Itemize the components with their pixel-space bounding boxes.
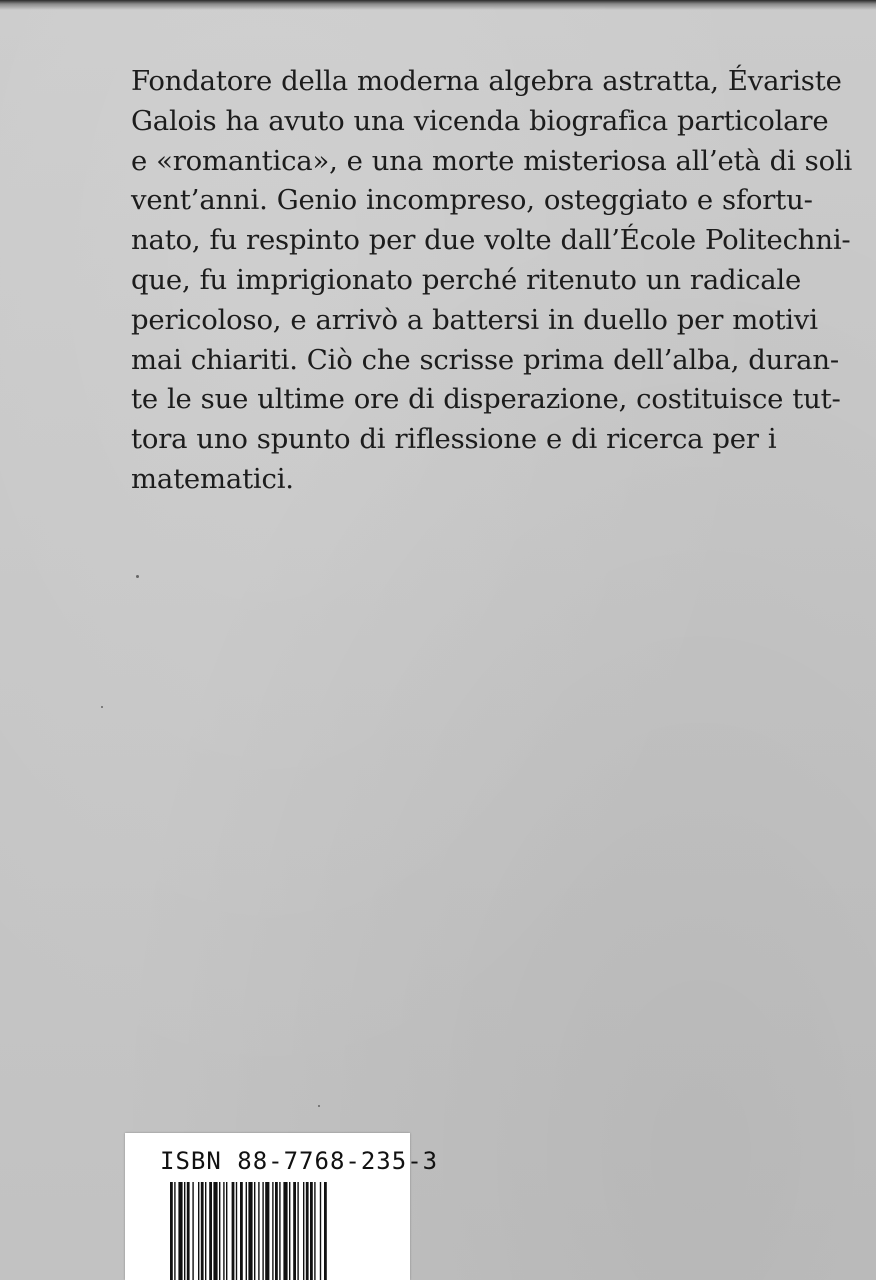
blurb-line: tora uno spunto di riflessione e di ricerca per i bbox=[131, 423, 777, 456]
barcode bbox=[170, 1182, 392, 1280]
paper-speck bbox=[101, 706, 103, 708]
barcode-bar bbox=[178, 1182, 182, 1280]
barcode-bar bbox=[265, 1182, 269, 1280]
paper-speck bbox=[136, 575, 139, 578]
top-edge-shadow bbox=[0, 0, 876, 10]
barcode-bars bbox=[170, 1182, 392, 1280]
blurb-line: Fondatore della moderna algebra astratta, Évariste bbox=[131, 65, 842, 97]
barcode-bar bbox=[236, 1182, 237, 1280]
blurb-line: mai chiariti. Ciò che scrisse prima dell’alba, duran- bbox=[131, 343, 839, 376]
barcode-bar bbox=[258, 1182, 259, 1280]
barcode-bar bbox=[170, 1182, 173, 1280]
barcode-bar bbox=[289, 1182, 290, 1280]
blurb-line: pericoloso, e arrivò a battersi in duello per motivi bbox=[131, 303, 818, 336]
barcode-bar bbox=[205, 1182, 206, 1280]
barcode-bar bbox=[213, 1182, 217, 1280]
barcode-bar bbox=[246, 1182, 247, 1280]
barcode-bar bbox=[314, 1182, 315, 1280]
blurb-line: que, fu imprigionato perché ritenuto un radicale bbox=[131, 263, 802, 296]
barcode-bar bbox=[226, 1182, 227, 1280]
barcode-bar bbox=[283, 1182, 287, 1280]
barcode-bar bbox=[219, 1182, 220, 1280]
blurb-line: nato, fu respinto per due volte dall’École Politechni- bbox=[131, 224, 851, 257]
barcode-bar bbox=[232, 1182, 235, 1280]
barcode-bar bbox=[310, 1182, 313, 1280]
blurb-line: vent’anni. Genio incompreso, osteggiato e sfortu- bbox=[131, 184, 813, 217]
barcode-label bbox=[125, 1133, 439, 1280]
barcode-bar bbox=[320, 1182, 321, 1280]
barcode-bar bbox=[254, 1182, 255, 1280]
barcode-bar bbox=[297, 1182, 298, 1280]
blurb-line: te le sue ultime ore di disperazione, costituisce tut- bbox=[131, 383, 841, 416]
blurb-text bbox=[131, 62, 853, 500]
barcode-bar bbox=[187, 1182, 190, 1280]
barcode-bar bbox=[240, 1182, 243, 1280]
barcode-bar bbox=[306, 1182, 309, 1280]
barcode-bar bbox=[303, 1182, 304, 1280]
barcode-bar bbox=[324, 1182, 327, 1280]
isbn-number: ISBN 88-7768-235-3 bbox=[160, 1147, 439, 1175]
barcode-bar bbox=[262, 1182, 263, 1280]
barcode-bar bbox=[192, 1182, 193, 1280]
barcode-bar bbox=[248, 1182, 252, 1280]
paper-speck bbox=[318, 1105, 320, 1107]
barcode-bar bbox=[201, 1182, 204, 1280]
blurb-line: Galois ha avuto una vicenda biografica particolare bbox=[131, 104, 829, 137]
blurb-line: matematici. bbox=[131, 462, 294, 495]
barcode-bar bbox=[293, 1182, 296, 1280]
barcode-bar bbox=[223, 1182, 224, 1280]
barcode-bar bbox=[184, 1182, 185, 1280]
barcode-bar bbox=[275, 1182, 278, 1280]
barcode-bar bbox=[279, 1182, 280, 1280]
barcode-bar bbox=[174, 1182, 175, 1280]
barcode-bar bbox=[272, 1182, 273, 1280]
barcode-bar bbox=[209, 1182, 212, 1280]
barcode-bar bbox=[198, 1182, 199, 1280]
blurb-line: e «romantica», e una morte misteriosa all’età di soli bbox=[131, 144, 853, 177]
